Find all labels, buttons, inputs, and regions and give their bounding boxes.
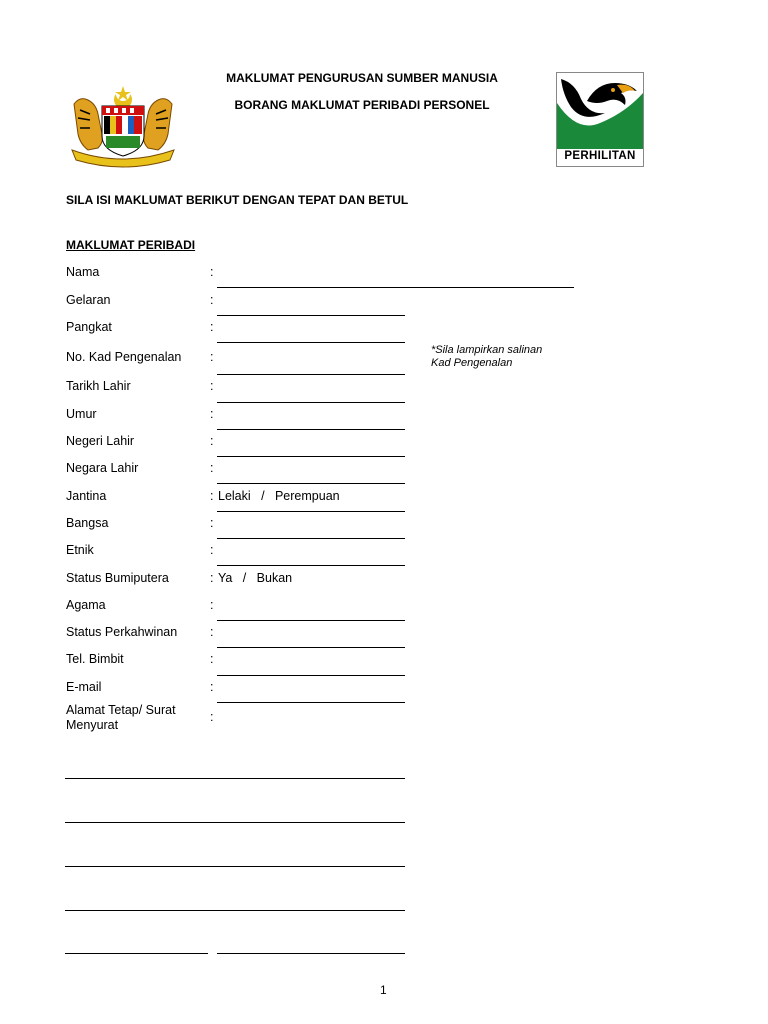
colon: : bbox=[210, 407, 214, 421]
jantina-field bbox=[217, 511, 405, 512]
kad-note-line1: *Sila lampirkan salinan bbox=[431, 344, 543, 356]
alamat-line-2[interactable] bbox=[65, 822, 405, 823]
label-status-perkahwinan: Status Perkahwinan bbox=[66, 625, 178, 639]
label-tarikh-lahir: Tarikh Lahir bbox=[66, 379, 131, 393]
colon: : bbox=[210, 710, 214, 724]
bumiputera-options[interactable]: Ya / Bukan bbox=[218, 571, 293, 585]
label-kad-pengenalan: No. Kad Pengenalan bbox=[66, 350, 182, 364]
label-bangsa: Bangsa bbox=[66, 516, 109, 530]
perhilitan-logo bbox=[556, 72, 644, 167]
label-jantina: Jantina bbox=[66, 489, 107, 503]
colon: : bbox=[210, 379, 214, 393]
colon: : bbox=[210, 543, 214, 557]
umur-field[interactable] bbox=[217, 429, 405, 430]
colon: : bbox=[210, 489, 214, 503]
section-title: MAKLUMAT PERIBADI bbox=[66, 238, 196, 252]
label-alamat-line2: Menyurat bbox=[66, 718, 119, 732]
alamat-line-5b[interactable] bbox=[217, 953, 405, 954]
alamat-line-1[interactable] bbox=[65, 778, 405, 779]
coat-of-arms-logo bbox=[66, 84, 180, 168]
label-etnik: Etnik bbox=[66, 543, 94, 557]
label-umur: Umur bbox=[66, 407, 97, 421]
alamat-line-3[interactable] bbox=[65, 866, 405, 867]
colon: : bbox=[210, 571, 214, 585]
perhilitan-logo-text: PERHILITAN bbox=[564, 150, 636, 162]
label-pangkat: Pangkat bbox=[66, 320, 112, 334]
label-email: E-mail bbox=[66, 680, 102, 694]
jantina-options[interactable]: Lelaki / Perempuan bbox=[218, 489, 340, 503]
tarikh-lahir-field[interactable] bbox=[217, 402, 405, 403]
pangkat-field[interactable] bbox=[217, 342, 405, 343]
tel-bimbit-field[interactable] bbox=[217, 675, 405, 676]
agama-field[interactable] bbox=[217, 620, 405, 621]
bangsa-field[interactable] bbox=[217, 538, 405, 539]
colon: : bbox=[210, 625, 214, 639]
label-tel-bimbit: Tel. Bimbit bbox=[66, 652, 124, 666]
colon: : bbox=[210, 434, 214, 448]
colon: : bbox=[210, 320, 214, 334]
colon: : bbox=[210, 680, 214, 694]
header-title-1: MAKLUMAT PENGURUSAN SUMBER MANUSIA bbox=[226, 71, 498, 85]
nama-field[interactable] bbox=[217, 287, 574, 288]
colon: : bbox=[210, 461, 214, 475]
colon: : bbox=[210, 516, 214, 530]
kad-pengenalan-field[interactable] bbox=[217, 374, 405, 375]
kad-note-line2: Kad Pengenalan bbox=[431, 357, 513, 369]
colon: : bbox=[210, 652, 214, 666]
colon: : bbox=[210, 350, 214, 364]
label-alamat-line1: Alamat Tetap/ Surat bbox=[66, 703, 176, 717]
header-title-2: BORANG MAKLUMAT PERIBADI PERSONEL bbox=[234, 98, 490, 112]
instruction-text: SILA ISI MAKLUMAT BERIKUT DENGAN TEPAT DAN BETUL bbox=[66, 193, 409, 207]
alamat-line-4[interactable] bbox=[65, 910, 405, 911]
label-negeri-lahir: Negeri Lahir bbox=[66, 434, 135, 448]
label-negara-lahir: Negara Lahir bbox=[66, 461, 139, 475]
etnik-field[interactable] bbox=[217, 565, 405, 566]
negara-lahir-field[interactable] bbox=[217, 483, 405, 484]
label-nama: Nama bbox=[66, 265, 100, 279]
label-agama: Agama bbox=[66, 598, 106, 612]
status-perkahwinan-field[interactable] bbox=[217, 647, 405, 648]
negeri-lahir-field[interactable] bbox=[217, 456, 405, 457]
colon: : bbox=[210, 598, 214, 612]
colon: : bbox=[210, 265, 214, 279]
label-status-bumiputera: Status Bumiputera bbox=[66, 571, 169, 585]
colon: : bbox=[210, 293, 214, 307]
email-field[interactable] bbox=[217, 702, 405, 703]
alamat-line-5a[interactable] bbox=[65, 953, 208, 954]
gelaran-field[interactable] bbox=[217, 315, 405, 316]
page-number: 1 bbox=[380, 983, 387, 997]
label-gelaran: Gelaran bbox=[66, 293, 111, 307]
